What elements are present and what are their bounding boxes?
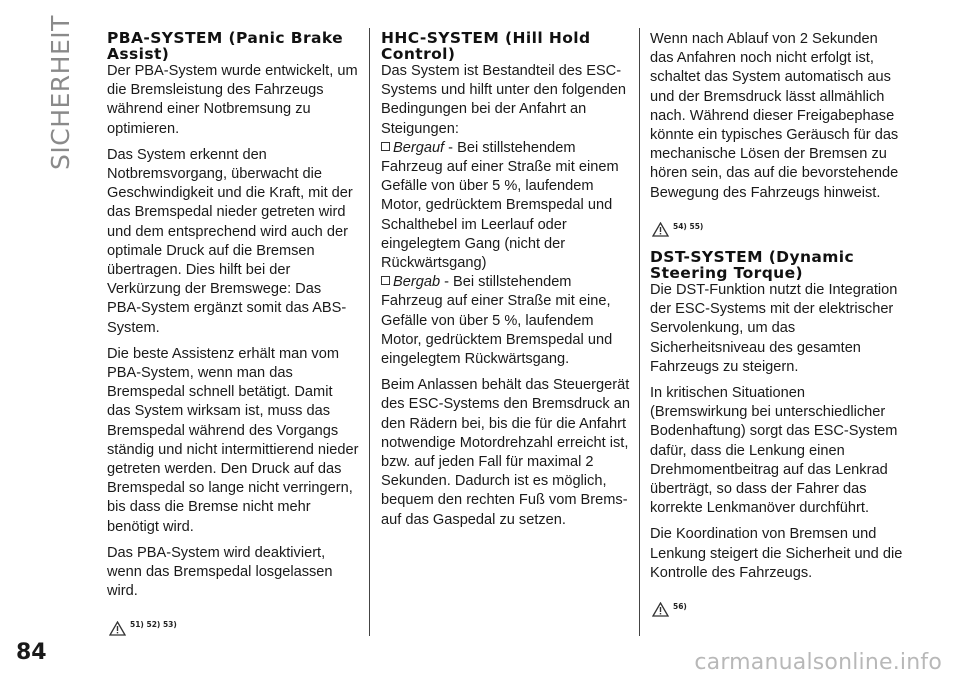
hhc-heading: HHC-SYSTEM (Hill Hold Control): [381, 29, 591, 63]
hhc-continuation: Wenn nach Ablauf von 2 Sekunden das Anfahren noch nicht erfolgt ist, schaltet das System automatisch aus und der Bremsdruck lässt allmählich nach. Während dieser Freigabephase könnte ein typisches Geräusch für das mechanische Lösen der Bremsen zu hören sein, das auf die bevorstehende Bewegung des Fahrzeugs hinweist.: [650, 31, 899, 201]
warning-reference: [652, 597, 905, 617]
checkbox-bullet-icon: [381, 276, 390, 285]
warning-icon: [652, 222, 669, 237]
pba-paragraph: Der PBA-System wurde entwickelt, um die Bremsleistung des Fahrzeugs während einer Notbremsung zu optimieren.: [107, 63, 358, 137]
watermark: carmanualsonline.info: [694, 650, 942, 675]
pba-paragraph: Die beste Assistenz erhält man vom PBA-System, wenn man das Bremspedal schnell betätigt. Damit das System wirksam ist, muss das Bremspedal während des Vorgangs ständig und nicht intermittierend nieder getreten werden. Den Druck auf das Bremspedal so lange nicht verringern, bis dass die Bremse nicht mehr benötigt wird.: [107, 345, 359, 535]
column-divider: [639, 28, 640, 636]
list-item-text: - Bei stillstehendem Fahrzeug auf einer Straße mit eine, Gefälle von über 5 %, laufendem Motor, gedrücktem Bremspedal und eingelegtem Rückwärtsgang.: [381, 274, 613, 368]
warning-reference: [652, 217, 905, 237]
warning-refs: 54) 55): [673, 221, 704, 231]
list-item: [381, 273, 631, 369]
hhc-intro: Das System ist Bestandteil des ESC-Systems und hilft unter den folgenden Bedingungen bei der Anfahrt an Steigungen:: [381, 63, 627, 137]
warning-icon: [109, 621, 126, 636]
column-divider: [369, 28, 370, 636]
column-3: [650, 30, 905, 629]
list-item-term: Bergab: [393, 274, 441, 291]
list-item: [381, 139, 631, 273]
hhc-paragraph: Beim Anlassen behält das Steuergerät des ESC-Systems den Bremsdruck an den Rädern bei, bis die für die Anfahrt notwendige Motordrehzahl erreicht ist, bzw. auf jeden Fall für maximal 2 Sekunden. Dadurch ist es möglich, bequem den rechten Fuß vom Brems- auf das Gaspedal zu setzen.: [381, 377, 630, 528]
dst-paragraph: Die Koordination von Bremsen und Lenkung steigert die Sicherheit und die Kontrolle des Fahrzeugs.: [650, 526, 903, 581]
pba-paragraph: Das PBA-System wird deaktiviert, wenn das Bremspedal losgelassen wird.: [107, 544, 333, 600]
pba-paragraph: Das System erkennt den Notbremsvorgang, überwacht die Geschwindigkeit und die Kraft, mit der das Bremspedal nieder getreten wird und dem entsprechend wird auch der optimale Druck auf die Bremsen übertragen. Dies hilft bei der Verkürzung der Bremswege: Das PBA-System ergänzt somit das ABS-System.: [107, 146, 353, 336]
checkbox-bullet-icon: [381, 142, 390, 151]
list-item-term: Bergauf: [393, 139, 445, 156]
warning-reference: [109, 615, 359, 635]
dst-heading: DST-SYSTEM (Dynamic Steering Torque): [650, 248, 855, 283]
column-1: [107, 30, 359, 648]
warning-icon: [652, 602, 669, 617]
dst-paragraph: Die DST-Funktion nutzt die Integration der ESC-Systems mit der elektrischer Servolenkung, um das Sicherheitsniveau des gesamten Fahrzeugs zu steigern.: [650, 282, 898, 375]
pba-heading: PBA-SYSTEM (Panic Brake Assist): [107, 29, 344, 63]
list-item-text: - Bei stillstehendem Fahrzeug auf einer Straße mit einem Gefälle von über 5 %, laufendem Motor, gedrücktem Bremspedal und Schalthebel im Leerlauf oder eingelegtem Gang (nicht der Rückwärtsgang): [381, 139, 619, 272]
dst-paragraph: In kritischen Situationen (Bremswirkung bei unterschiedlicher Bodenhaftung) sorgt das ESC-System dafür, dass die Lenkung einen Drehmomentbeitrag auf das Lenkrad überträgt, so dass der Fahrer das korrekte Lenkmanöver durchführt.: [650, 385, 898, 517]
page-number: 84: [16, 640, 47, 665]
warning-refs: 51) 52) 53): [130, 620, 177, 630]
warning-refs: 56): [673, 602, 687, 612]
section-title: SICHERHEIT: [46, 15, 75, 170]
column-2: [381, 30, 631, 537]
